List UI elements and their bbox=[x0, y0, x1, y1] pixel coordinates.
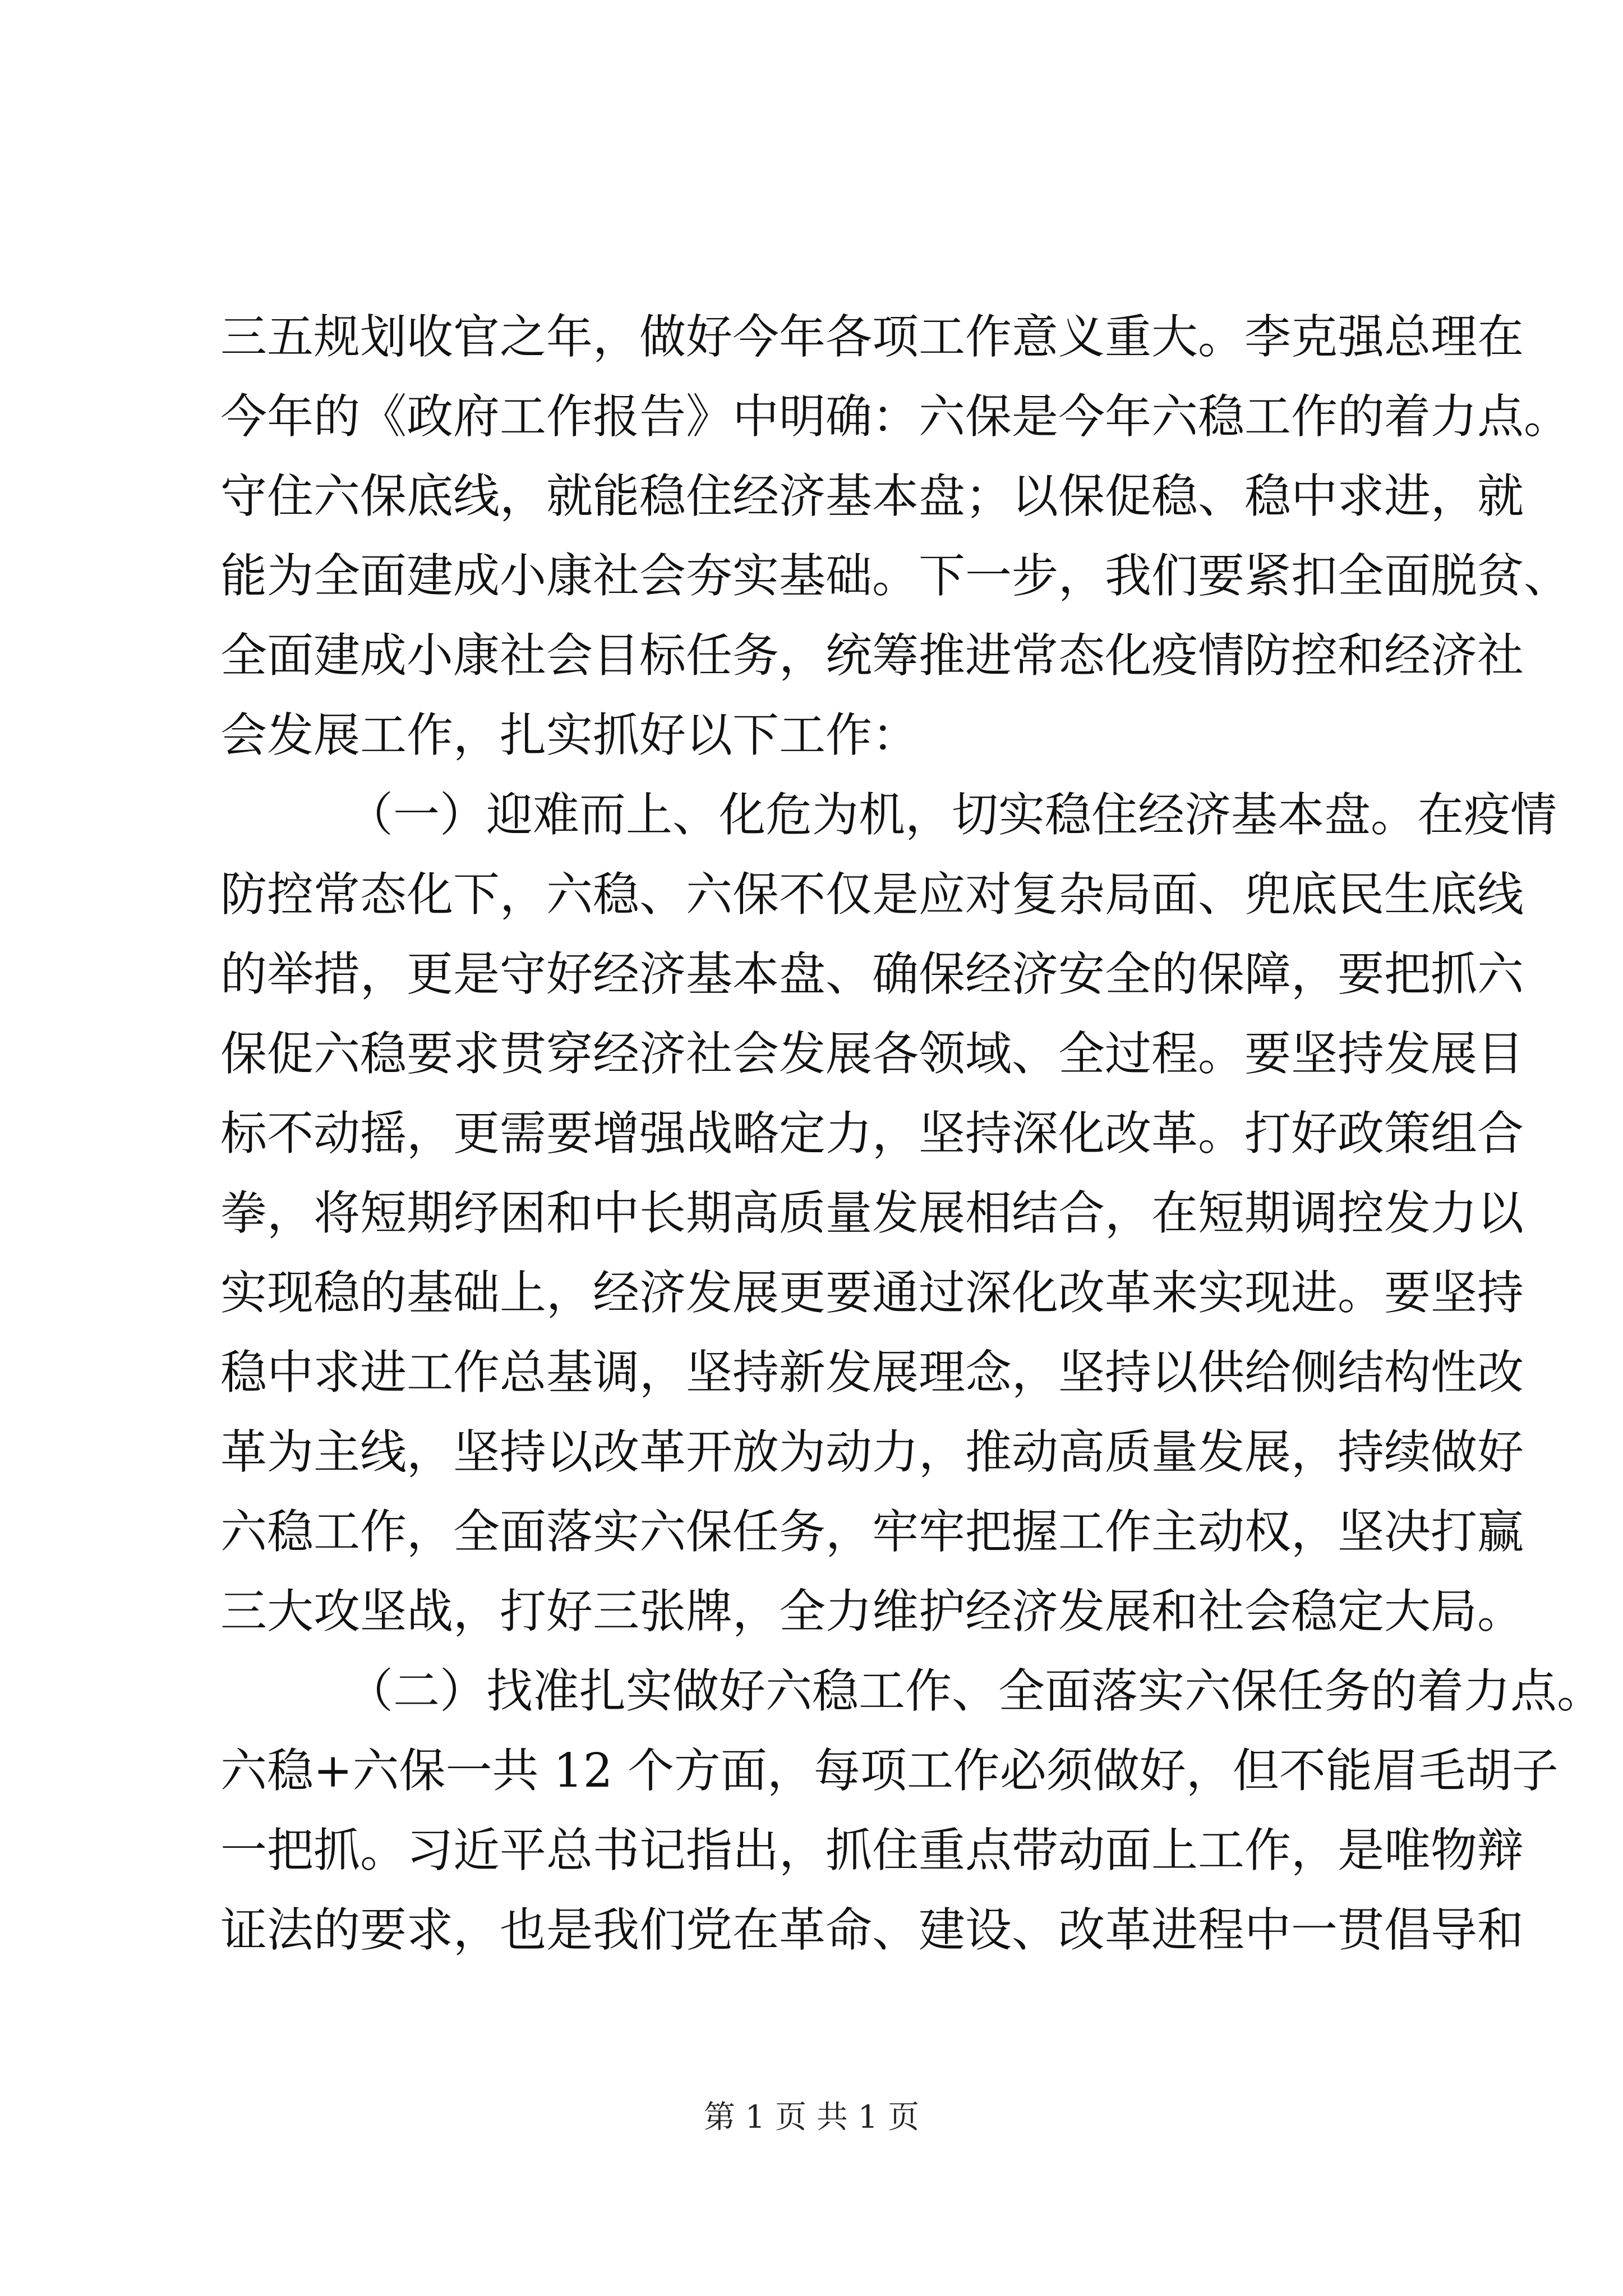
text-line: 拳，将短期纾困和中长期高质量发展相结合，在短期调控发力以 bbox=[220, 1186, 1524, 1240]
text-line: 三五规划收官之年，做好今年各项工作意义重大。李克强总理在 bbox=[220, 310, 1524, 364]
text-line: 防控常态化下，六稳、六保不仅是应对复杂局面、兜底民生底线 bbox=[220, 867, 1524, 922]
text-line: 三大攻坚战，打好三张牌，全力维护经济发展和社会稳定大局。 bbox=[220, 1584, 1524, 1639]
paragraph-first-line: （一）迎难而上、化危为机，切实稳住经济基本盘。在疫情 bbox=[347, 788, 1557, 842]
page-number-label: 第 1 页 共 1 页 bbox=[703, 2099, 920, 2136]
text-line: 能为全面建成小康社会夯实基础。下一步，我们要紧扣全面脱贫、 bbox=[220, 549, 1570, 603]
document-body bbox=[220, 297, 1603, 1970]
text-line: 的举措，更是守好经济基本盘、确保经济安全的保障，要把抓六 bbox=[220, 947, 1524, 1001]
text-line: 会发展工作，扎实抓好以下工作： bbox=[220, 708, 919, 762]
text-line: 守住六保底线，就能稳住经济基本盘；以保促稳、稳中求进，就 bbox=[220, 469, 1524, 523]
text-line: 六稳工作，全面落实六保任务，牢牢把握工作主动权，坚决打赢 bbox=[220, 1504, 1524, 1559]
text-line: 革为主线，坚持以改革开放为动力，推动高质量发展，持续做好 bbox=[220, 1425, 1524, 1479]
text-line: 证法的要求，也是我们党在革命、建设、改革进程中一贯倡导和 bbox=[220, 1903, 1524, 1957]
text-line: 标不动摇，更需要增强战略定力，坚持深化改革。打好政策组合 bbox=[220, 1106, 1524, 1161]
text-line: 一把抓。习近平总书记指出，抓住重点带动面上工作，是唯物辩 bbox=[220, 1823, 1524, 1878]
text-line: 实现稳的基础上，经济发展更要通过深化改革来实现进。要坚持 bbox=[220, 1266, 1524, 1320]
page-footer bbox=[0, 2098, 1623, 2137]
text-line: 六稳+六保一共 12 个方面，每项工作必须做好，但不能眉毛胡子 bbox=[220, 1743, 1559, 1798]
paragraph-first-line: （二）找准扎实做好六稳工作、全面落实六保任务的着力点。 bbox=[347, 1664, 1603, 1718]
text-line: 保促六稳要求贯穿经济社会发展各领域、全过程。要坚持发展目 bbox=[220, 1027, 1524, 1081]
text-line: 全面建成小康社会目标任务，统筹推进常态化疫情防控和经济社 bbox=[220, 628, 1524, 683]
text-line: 稳中求进工作总基调，坚持新发展理念，坚持以供给侧结构性改 bbox=[220, 1345, 1524, 1400]
text-line: 今年的《政府工作报告》中明确：六保是今年六稳工作的着力点。 bbox=[220, 389, 1570, 444]
